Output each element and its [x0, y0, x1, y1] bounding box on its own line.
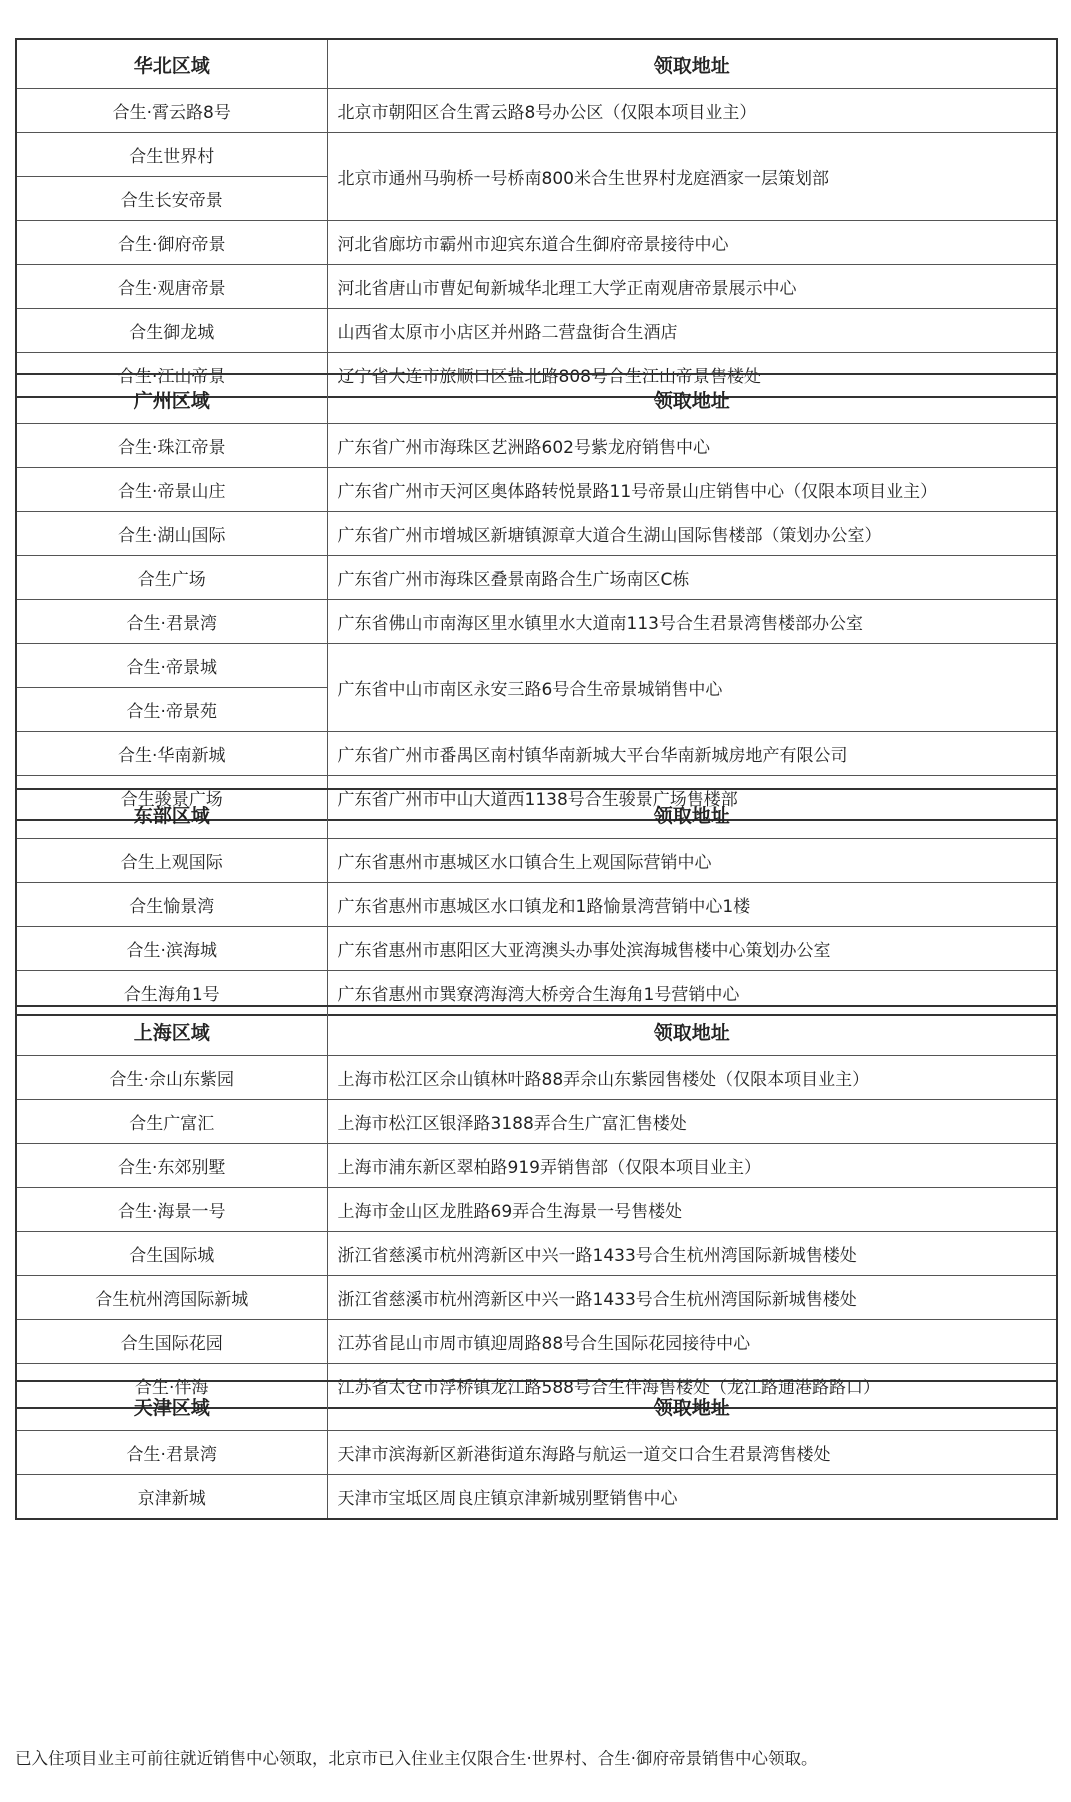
table-row — [16, 1144, 1057, 1188]
pickup-address: 山西省太原市小店区并州路二营盘街合生酒店 — [327, 309, 1057, 353]
footer-note: 已入住项目业主可前往就近销售中心领取，北京市已入住业主仅限合生·世界村、合生·御府帝景销售中心领取。 — [15, 1749, 818, 1768]
table-row — [16, 556, 1057, 600]
project-name: 合生·伴海 — [16, 1364, 327, 1409]
region-name: 华北区域 — [16, 39, 327, 89]
table-row — [16, 265, 1057, 309]
project-name: 合生·滨海城 — [16, 927, 327, 971]
pickup-address: 广东省广州市中山大道西1138号合生骏景广场售楼部 — [327, 776, 1057, 821]
project-name: 合生骏景广场 — [16, 776, 327, 821]
pickup-address: 辽宁省大连市旅顺口区盐北路808号合生江山帝景售楼处 — [327, 353, 1057, 398]
address-column-header: 领取地址 — [327, 374, 1057, 424]
pickup-address: 广东省惠州市惠城区水口镇龙和1路愉景湾营销中心1楼 — [327, 883, 1057, 927]
table-row — [16, 839, 1057, 883]
project-name: 合生国际城 — [16, 1232, 327, 1276]
pickup-address: 河北省廊坊市霸州市迎宾东道合生御府帝景接待中心 — [327, 221, 1057, 265]
table-row — [16, 1475, 1057, 1520]
region-table — [15, 38, 1058, 398]
pickup-address: 广东省惠州市巽寮湾海湾大桥旁合生海角1号营销中心 — [327, 971, 1057, 1016]
pickup-address: 广东省广州市增城区新塘镇源章大道合生湖山国际售楼部（策划办公室） — [327, 512, 1057, 556]
table-row — [16, 644, 1057, 688]
table-row — [16, 1276, 1057, 1320]
project-name: 合生·海景一号 — [16, 1188, 327, 1232]
table-row — [16, 927, 1057, 971]
project-name: 合生·霄云路8号 — [16, 89, 327, 133]
pickup-address: 上海市浦东新区翠柏路919弄销售部（仅限本项目业主） — [327, 1144, 1057, 1188]
pickup-address: 天津市滨海新区新港街道东海路与航运一道交口合生君景湾售楼处 — [327, 1431, 1057, 1475]
pickup-address: 广东省广州市海珠区叠景南路合生广场南区C栋 — [327, 556, 1057, 600]
region-header-row — [16, 39, 1057, 89]
project-name: 合生·江山帝景 — [16, 353, 327, 398]
project-name: 合生杭州湾国际新城 — [16, 1276, 327, 1320]
pickup-address: 上海市松江区佘山镇林叶路88弄佘山东紫园售楼处（仅限本项目业主） — [327, 1056, 1057, 1100]
address-column-header: 领取地址 — [327, 1381, 1057, 1431]
pickup-address: 浙江省慈溪市杭州湾新区中兴一路1433号合生杭州湾国际新城售楼处 — [327, 1276, 1057, 1320]
pickup-address: 广东省广州市天河区奥体路转悦景路11号帝景山庄销售中心（仅限本项目业主） — [327, 468, 1057, 512]
project-name: 合生·东郊别墅 — [16, 1144, 327, 1188]
table-row — [16, 309, 1057, 353]
project-name: 合生·帝景山庄 — [16, 468, 327, 512]
pickup-address: 广东省惠州市惠城区水口镇合生上观国际营销中心 — [327, 839, 1057, 883]
region-header-row — [16, 374, 1057, 424]
pickup-address: 广东省广州市海珠区艺洲路602号紫龙府销售中心 — [327, 424, 1057, 468]
table-row — [16, 1320, 1057, 1364]
project-name: 合生海角1号 — [16, 971, 327, 1016]
project-name: 合生·帝景城 — [16, 644, 327, 688]
table-row — [16, 468, 1057, 512]
address-column-header: 领取地址 — [327, 1006, 1057, 1056]
table-row — [16, 883, 1057, 927]
project-name: 合生御龙城 — [16, 309, 327, 353]
project-name: 合生·君景湾 — [16, 600, 327, 644]
project-name: 合生世界村 — [16, 133, 327, 177]
pickup-address: 上海市金山区龙胜路69弄合生海景一号售楼处 — [327, 1188, 1057, 1232]
region-header-row — [16, 789, 1057, 839]
table-row — [16, 1056, 1057, 1100]
table-row — [16, 600, 1057, 644]
region-table — [15, 788, 1058, 1016]
region-name: 上海区域 — [16, 1006, 327, 1056]
region-header-row — [16, 1006, 1057, 1056]
pickup-address: 上海市松江区银泽路3188弄合生广富汇售楼处 — [327, 1100, 1057, 1144]
table-row — [16, 1188, 1057, 1232]
project-name: 合生·湖山国际 — [16, 512, 327, 556]
pickup-address: 广东省中山市南区永安三路6号合生帝景城销售中心 — [327, 644, 1057, 732]
project-name: 合生·观唐帝景 — [16, 265, 327, 309]
project-name: 合生·佘山东紫园 — [16, 1056, 327, 1100]
table-row — [16, 1232, 1057, 1276]
table-row — [16, 424, 1057, 468]
table-row — [16, 512, 1057, 556]
pickup-address: 天津市宝坻区周良庄镇京津新城别墅销售中心 — [327, 1475, 1057, 1520]
pickup-address: 浙江省慈溪市杭州湾新区中兴一路1433号合生杭州湾国际新城售楼处 — [327, 1232, 1057, 1276]
pickup-address: 广东省佛山市南海区里水镇里水大道南113号合生君景湾售楼部办公室 — [327, 600, 1057, 644]
table-row — [16, 221, 1057, 265]
region-table — [15, 1380, 1058, 1520]
pickup-address: 广东省惠州市惠阳区大亚湾澳头办事处滨海城售楼中心策划办公室 — [327, 927, 1057, 971]
pickup-address: 河北省唐山市曹妃甸新城华北理工大学正南观唐帝景展示中心 — [327, 265, 1057, 309]
region-name: 天津区域 — [16, 1381, 327, 1431]
table-row — [16, 89, 1057, 133]
project-name: 合生·御府帝景 — [16, 221, 327, 265]
pickup-address: 江苏省昆山市周市镇迎周路88号合生国际花园接待中心 — [327, 1320, 1057, 1364]
pickup-address: 江苏省太仓市浮桥镇龙江路588号合生伴海售楼处（龙江路通港路路口） — [327, 1364, 1057, 1409]
project-name: 合生愉景湾 — [16, 883, 327, 927]
project-name: 合生·帝景苑 — [16, 688, 327, 732]
address-column-header: 领取地址 — [327, 39, 1057, 89]
table-row — [16, 1100, 1057, 1144]
table-row — [16, 133, 1057, 177]
project-name: 合生广场 — [16, 556, 327, 600]
pickup-address: 北京市通州马驹桥一号桥南800米合生世界村龙庭酒家一层策划部 — [327, 133, 1057, 221]
project-name: 合生上观国际 — [16, 839, 327, 883]
project-name: 合生长安帝景 — [16, 177, 327, 221]
region-table — [15, 373, 1058, 821]
region-header-row — [16, 1381, 1057, 1431]
project-name: 合生·珠江帝景 — [16, 424, 327, 468]
table-row — [16, 732, 1057, 776]
region-table — [15, 1005, 1058, 1409]
pickup-address: 北京市朝阳区合生霄云路8号办公区（仅限本项目业主） — [327, 89, 1057, 133]
pickup-address: 广东省广州市番禺区南村镇华南新城大平台华南新城房地产有限公司 — [327, 732, 1057, 776]
project-name: 合生国际花园 — [16, 1320, 327, 1364]
region-name: 东部区域 — [16, 789, 327, 839]
table-row — [16, 1431, 1057, 1475]
project-name: 合生广富汇 — [16, 1100, 327, 1144]
address-column-header: 领取地址 — [327, 789, 1057, 839]
region-name: 广州区域 — [16, 374, 327, 424]
project-name: 合生·华南新城 — [16, 732, 327, 776]
project-name: 京津新城 — [16, 1475, 327, 1520]
project-name: 合生·君景湾 — [16, 1431, 327, 1475]
